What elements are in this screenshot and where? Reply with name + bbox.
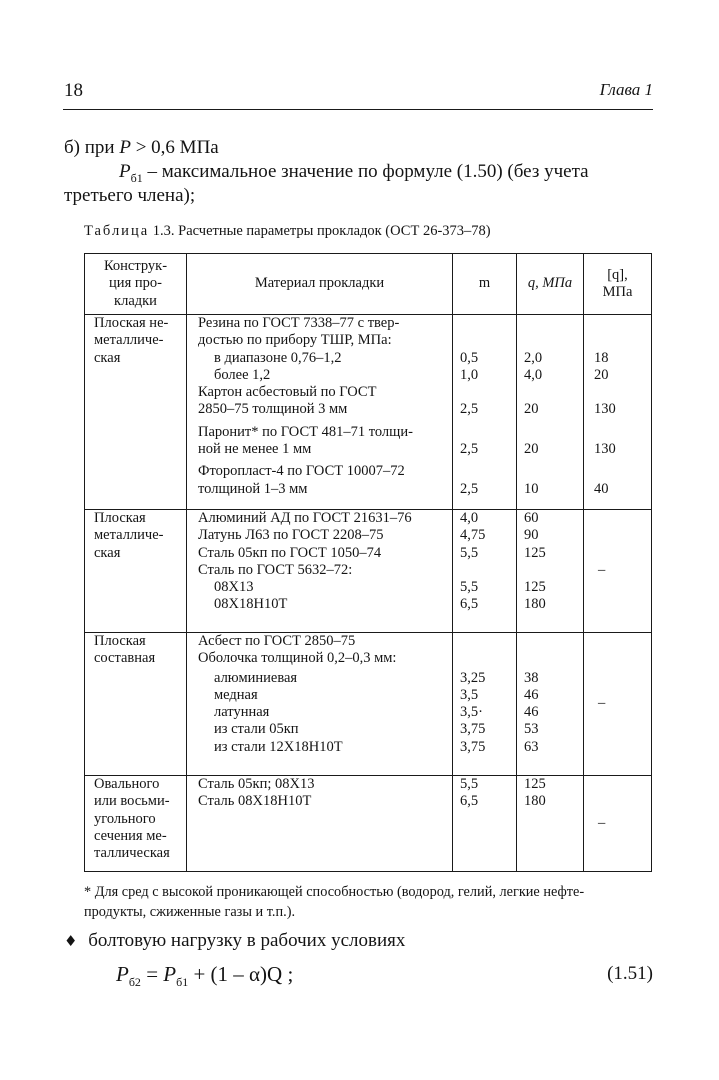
cell-value	[453, 424, 516, 441]
cell-line: более 1,2	[214, 366, 271, 383]
cell-value: 3,75	[460, 738, 486, 755]
cell-value: 3,25	[460, 669, 486, 686]
cell-line: угольного	[94, 810, 156, 827]
q-cell	[517, 510, 584, 633]
cell-value	[584, 332, 651, 349]
cell-line: Алюминий АД по ГОСТ 21631–76	[198, 510, 412, 526]
equation	[116, 962, 293, 990]
cell-value: 0,5	[460, 349, 479, 366]
cell-value: 38	[524, 669, 539, 686]
table-caption-label: Таблица	[84, 223, 150, 239]
eq-operator: =	[140, 962, 164, 986]
cell-line: 08Х13	[214, 579, 254, 596]
cell-value: 10	[524, 480, 539, 497]
cell-value: 5,5	[460, 776, 479, 792]
cell-line: ская	[94, 349, 121, 366]
m-cell	[453, 776, 517, 872]
cell-line: металличе-	[94, 527, 164, 544]
cell-value	[517, 424, 583, 441]
cell-line: Картон асбестовый по ГОСТ	[198, 384, 377, 401]
material-cell	[187, 315, 453, 510]
header-text: [q],	[607, 266, 628, 283]
cell-value: 3,5	[460, 686, 479, 703]
cell-value: 125	[524, 579, 546, 596]
cell-line: таллическая	[94, 845, 170, 862]
chapter-title: Глава 1	[599, 80, 653, 99]
cell-line: Фторопласт-4 по ГОСТ 10007–72	[198, 463, 405, 480]
intro-line-1-prefix: б) при	[64, 137, 120, 158]
header-q	[517, 254, 584, 315]
cell-value: –	[598, 562, 606, 579]
table-row	[85, 510, 652, 633]
cell-line: из стали 05кп	[214, 721, 299, 738]
table-footnote	[84, 882, 653, 922]
cell-value: 18	[594, 349, 609, 366]
cell-line: Сталь 05кп по ГОСТ 1050–74	[198, 544, 382, 561]
cell-value: 2,5	[460, 401, 479, 418]
intro-line-2-rest: – максимальное значение по формуле (1.50) (без учета	[142, 161, 589, 182]
cell-line: или восьми-	[94, 793, 170, 810]
intro-var-p: P	[119, 161, 131, 182]
eq-lhs: P	[116, 962, 129, 986]
cell-line: Сталь по ГОСТ 5632–72:	[198, 561, 353, 578]
table-caption	[84, 223, 491, 240]
header-text: МПа	[602, 284, 633, 300]
cell-line: толщиной 1–3 мм	[198, 480, 308, 497]
construction-cell	[85, 510, 187, 633]
cell-value: 4,0	[524, 366, 543, 383]
cell-value: 60	[524, 510, 539, 526]
cell-line: Овального	[94, 776, 160, 792]
header-rule	[63, 109, 653, 110]
cell-value	[584, 384, 651, 401]
cell-value	[453, 463, 516, 480]
cell-line: латунная	[214, 704, 270, 721]
construction-cell	[85, 633, 187, 776]
cell-value: 20	[524, 441, 539, 458]
cell-value: 3,75	[460, 721, 486, 738]
cell-line: ская	[94, 544, 121, 561]
cell-value: 4,75	[460, 527, 486, 544]
table-caption-text: 1.3. Расчетные параметры прокладок (ОСТ 26-373–78)	[149, 223, 491, 239]
cell-line: Плоская не-	[94, 315, 169, 331]
q-allowed-cell	[584, 315, 652, 510]
cell-value	[584, 463, 651, 480]
cell-value	[453, 650, 516, 667]
cell-value: 46	[524, 686, 539, 703]
header-construction	[85, 254, 187, 315]
table-row	[85, 315, 652, 510]
cell-line: Плоская	[94, 633, 146, 649]
m-cell	[453, 315, 517, 510]
cell-value: 2,5	[460, 480, 479, 497]
cell-value	[517, 562, 583, 579]
eq-lhs-sub: б2	[128, 975, 141, 990]
cell-line: Асбест по ГОСТ 2850–75	[198, 633, 356, 649]
cell-line: Оболочка толщиной 0,2–0,3 мм:	[198, 650, 397, 667]
cell-line: алюминиевая	[214, 669, 298, 686]
page-number: 18	[64, 80, 83, 101]
eq-rest: + (1 – α)Q ;	[188, 962, 294, 986]
construction-cell	[85, 776, 187, 872]
cell-value: 180	[524, 596, 546, 613]
gasket-parameters-table	[84, 253, 652, 872]
q-allowed-cell	[584, 633, 652, 776]
material-cell	[187, 633, 453, 776]
cell-value: 130	[594, 441, 616, 458]
cell-line: медная	[214, 686, 258, 703]
cell-line: Резина по ГОСТ 7338–77 с твер-	[198, 315, 400, 331]
cell-value: 63	[524, 738, 539, 755]
cell-value: 125	[524, 544, 546, 561]
intro-line-3: третьего члена);	[64, 185, 196, 206]
cell-value: 2,0	[524, 349, 543, 366]
cell-line: металличе-	[94, 332, 164, 349]
cell-value: 1,0	[460, 366, 479, 383]
q-cell	[517, 633, 584, 776]
cell-line: Сталь 08Х18Н10Т	[198, 793, 312, 810]
footnote-line: * Для сред с высокой проникающей способностью (водород, гелий, легкие нефте-	[84, 884, 585, 900]
q-cell	[517, 776, 584, 872]
cell-value	[453, 562, 516, 579]
cell-line: Плоская	[94, 510, 146, 526]
cell-line: ной не менее 1 мм	[198, 441, 312, 458]
eq-rhs-var: P	[163, 962, 177, 986]
header-q-allowed	[584, 254, 652, 315]
header-text: q, МПа	[527, 275, 573, 292]
header-text: кладки	[114, 292, 157, 309]
cell-line: сечения ме-	[94, 827, 167, 844]
header-material: Материал прокладки	[187, 254, 453, 315]
cell-value: 6,5	[460, 596, 479, 613]
q-allowed-cell	[584, 510, 652, 633]
cell-line: 2850–75 толщиной 3 мм	[198, 401, 348, 418]
cell-line: Сталь 05кп; 08Х13	[198, 776, 315, 792]
bullet-text: болтовую нагрузку в рабочих условиях	[88, 930, 406, 951]
q-allowed-cell	[584, 776, 652, 872]
header-text: Конструк-	[103, 258, 168, 275]
cell-value: 20	[594, 366, 609, 383]
intro-var-sub: б1	[130, 170, 143, 185]
intro-line-1-rest: > 0,6 МПа	[130, 137, 219, 158]
cell-value: 46	[524, 704, 539, 721]
material-cell	[187, 776, 453, 872]
cell-value: –	[598, 695, 606, 712]
table-header-row	[85, 254, 652, 315]
cell-value: –	[598, 814, 606, 831]
cell-value	[584, 315, 651, 332]
eq-rhs-sub: б1	[176, 975, 189, 990]
intro-line-1	[64, 136, 653, 160]
cell-value	[517, 633, 583, 650]
diamond-bullet-icon: ♦	[64, 932, 78, 950]
cell-value: 6,5	[460, 793, 479, 810]
cell-line: в диапазоне 0,76–1,2	[214, 349, 342, 366]
cell-value: 40	[594, 480, 609, 497]
cell-line: составная	[94, 650, 156, 667]
header-text: ция про-	[109, 275, 162, 292]
cell-value	[517, 332, 583, 349]
cell-value: 3,5·	[460, 704, 483, 721]
construction-cell	[85, 315, 187, 510]
cell-line: достью по прибору ТШР, МПа:	[198, 332, 392, 349]
cell-value: 4,0	[460, 510, 479, 526]
cell-line: Латунь Л63 по ГОСТ 2208–75	[198, 527, 384, 544]
cell-value	[517, 384, 583, 401]
cell-value	[517, 650, 583, 667]
cell-value: 2,5	[460, 441, 479, 458]
cell-value: 125	[524, 776, 546, 792]
cell-value	[517, 315, 583, 332]
cell-value	[453, 384, 516, 401]
material-cell	[187, 510, 453, 633]
table-row	[85, 776, 652, 872]
m-cell	[453, 633, 517, 776]
cell-value: 20	[524, 401, 539, 418]
cell-value	[453, 633, 516, 650]
cell-value	[584, 424, 651, 441]
cell-value	[453, 332, 516, 349]
cell-value	[453, 315, 516, 332]
cell-value: 5,5	[460, 544, 479, 561]
cell-line: Паронит* по ГОСТ 481–71 толщи-	[198, 423, 413, 440]
cell-value: 180	[524, 793, 546, 810]
cell-value: 90	[524, 527, 539, 544]
cell-line: из стали 12Х18Н10Т	[214, 738, 343, 755]
intro-var-p: P	[119, 137, 131, 158]
equation-number: (1.51)	[607, 963, 653, 984]
bullet-item	[64, 930, 405, 952]
cell-value: 5,5	[460, 579, 479, 596]
cell-value: 53	[524, 721, 539, 738]
header-m: m	[453, 254, 517, 315]
cell-value	[517, 463, 583, 480]
cell-line: 08Х18Н10Т	[214, 596, 288, 613]
footnote-line: продукты, сжиженные газы и т.п.).	[84, 904, 296, 920]
cell-value: 130	[594, 401, 616, 418]
m-cell	[453, 510, 517, 633]
q-cell	[517, 315, 584, 510]
table-row	[85, 633, 652, 776]
